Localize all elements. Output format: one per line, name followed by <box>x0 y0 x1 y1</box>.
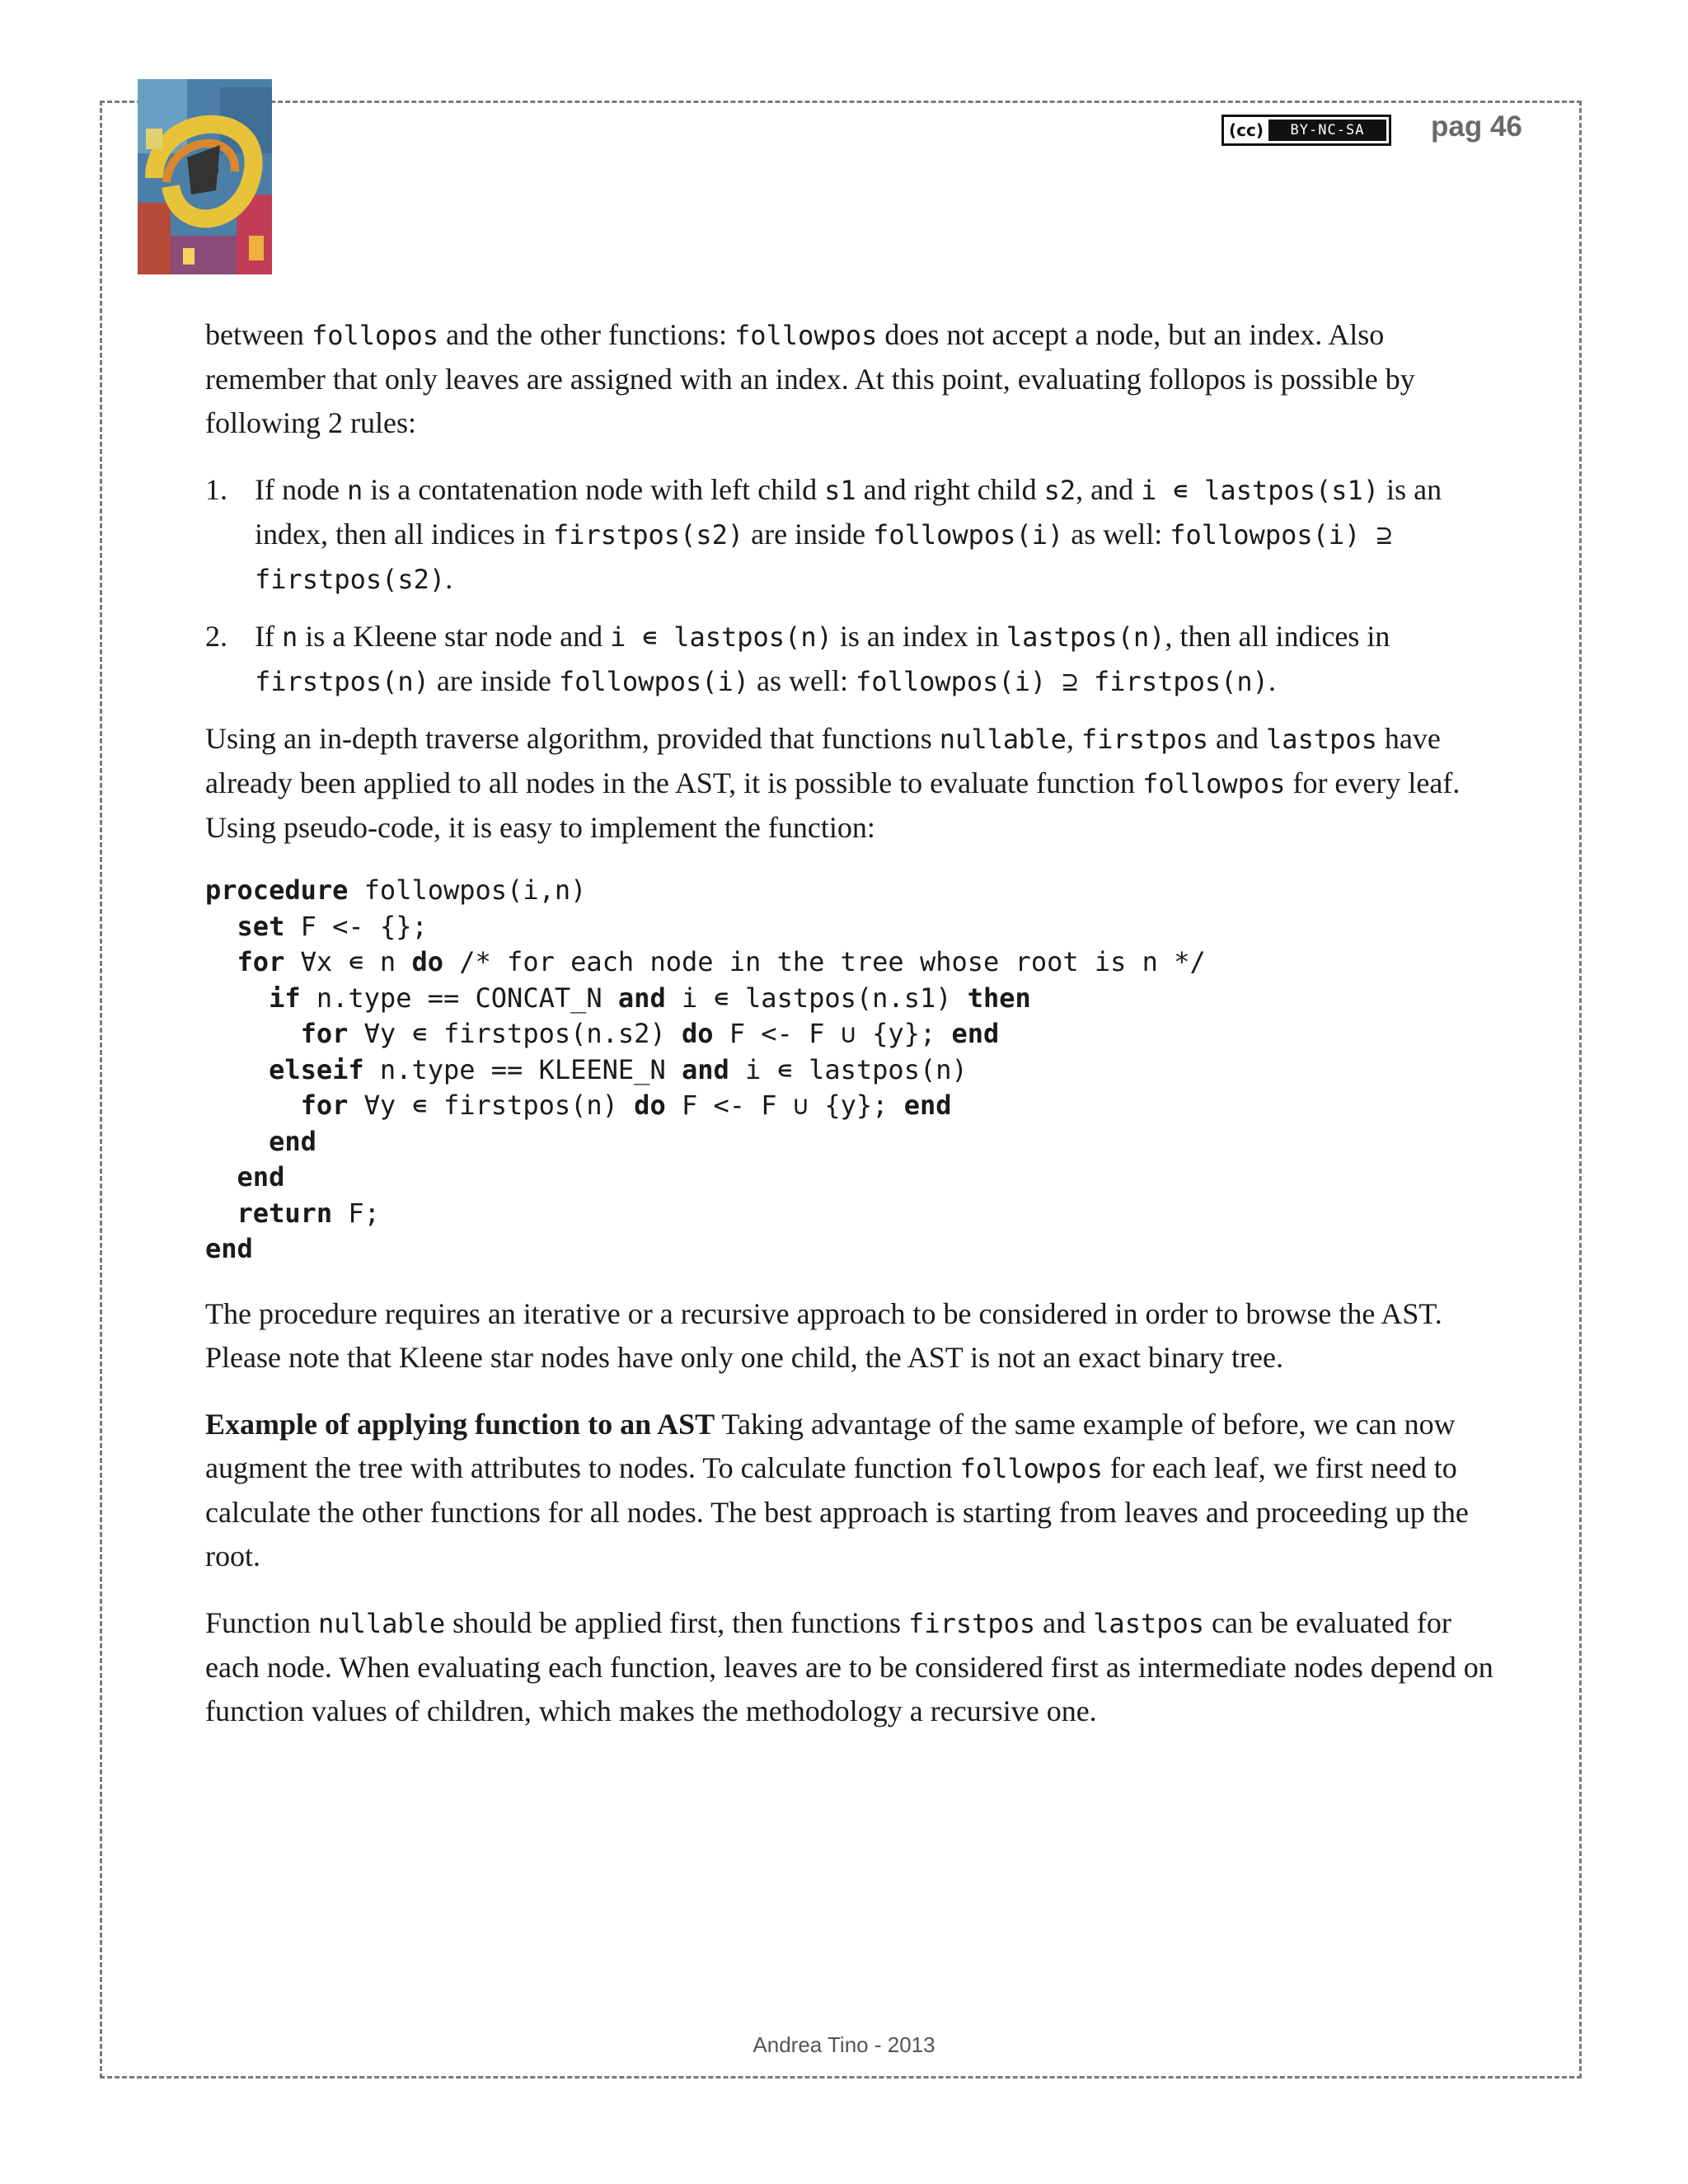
page-footer: Andrea Tino - 2013 <box>753 2032 935 2057</box>
list-item: 1. If node n is a contatenation node with left child s1 and right child s2, and i ∊ lastpos(s1) is an index, then all indices in firstpos(s2) are inside followpos(i) as well: followpos(i) ⊇ firstpos(s2). <box>205 468 1499 602</box>
final-paragraph: Function nullable should be applied first, then functions firstpos and lastpos can be evaluated for each node. When evaluating each function, leaves are to be considered first as intermediate nodes depend on function values of children, which makes the methodology a recursive one. <box>205 1605 1493 1727</box>
code-line: if n.type == CONCAT_N and i ∊ lastpos(n.s1) then <box>269 982 1031 1014</box>
code-line: for ∀y ∊ firstpos(n) do F <- F ∪ {y}; end <box>300 1090 952 1121</box>
cover-art-image <box>138 79 272 274</box>
code-line: return F; <box>237 1197 380 1229</box>
list-item: 2. If n is a Kleene star node and i ∊ lastpos(n) is an index in lastpos(n), then all indices in firstpos(n) are inside followpos(i) as well: followpos(i) ⊇ firstpos(n). <box>205 615 1499 704</box>
rule-number: 2. <box>205 620 227 653</box>
after-code-paragraph: The procedure requires an iterative or a recursive approach to be considered in order to browse the AST. Please note that Kleene star nodes have only one child, the AST is not an exact binary tree. <box>205 1296 1442 1374</box>
code-line: for ∀y ∊ firstpos(n.s2) do F <- F ∪ {y}; end <box>300 1018 1000 1049</box>
page-number: pag 46 <box>1431 110 1522 143</box>
pseudo-code-block <box>205 873 1499 1268</box>
rule-number: 1. <box>205 473 227 506</box>
code-line: for ∀x ∊ n do /* for each node in the tree whose root is n */ <box>237 946 1206 977</box>
intro-paragraph: between follopos and the other functions: followpos does not accept a node, but an index. Also remember that only leaves are assigned with an index. At this point, evaluating follopos is possible by following 2 rules: <box>205 318 1415 439</box>
code-line: procedure followpos(i,n) <box>205 874 587 906</box>
code-line: end <box>237 1161 285 1193</box>
book-cover-painting <box>138 79 272 274</box>
cc-logo-icon: (cc) <box>1224 117 1268 143</box>
license-badge[interactable] <box>1221 115 1391 146</box>
traverse-paragraph: Using an in-depth traverse algorithm, provided that functions nullable, firstpos and lastpos have already been applied to all nodes in the AST, it is possible to evaluate function followpos for every leaf. Using pseudo-code, it is easy to implement the function: <box>205 722 1461 844</box>
page-content <box>205 313 1499 1756</box>
code-follopos: follopos <box>311 320 439 351</box>
code-line: elseif n.type == KLEENE_N and i ∊ lastpos(n) <box>269 1053 968 1085</box>
code-line: end <box>205 1233 253 1264</box>
rules-list <box>205 468 1499 704</box>
code-followpos: followpos <box>734 320 878 351</box>
license-terms: BY-NC-SA <box>1268 120 1386 141</box>
example-heading: Example of applying function to an AST <box>205 1407 715 1441</box>
code-line: end <box>269 1125 316 1157</box>
example-paragraph: Example of applying function to an AST Taking advantage of the same example of before, we can now augment the tree with attributes to nodes. To calculate function followpos for each leaf, we first need to calculate the other functions for all nodes. The best approach is starting from leaves and proceeding up the root. <box>205 1407 1469 1572</box>
code-line: set F <- {}; <box>237 910 428 942</box>
